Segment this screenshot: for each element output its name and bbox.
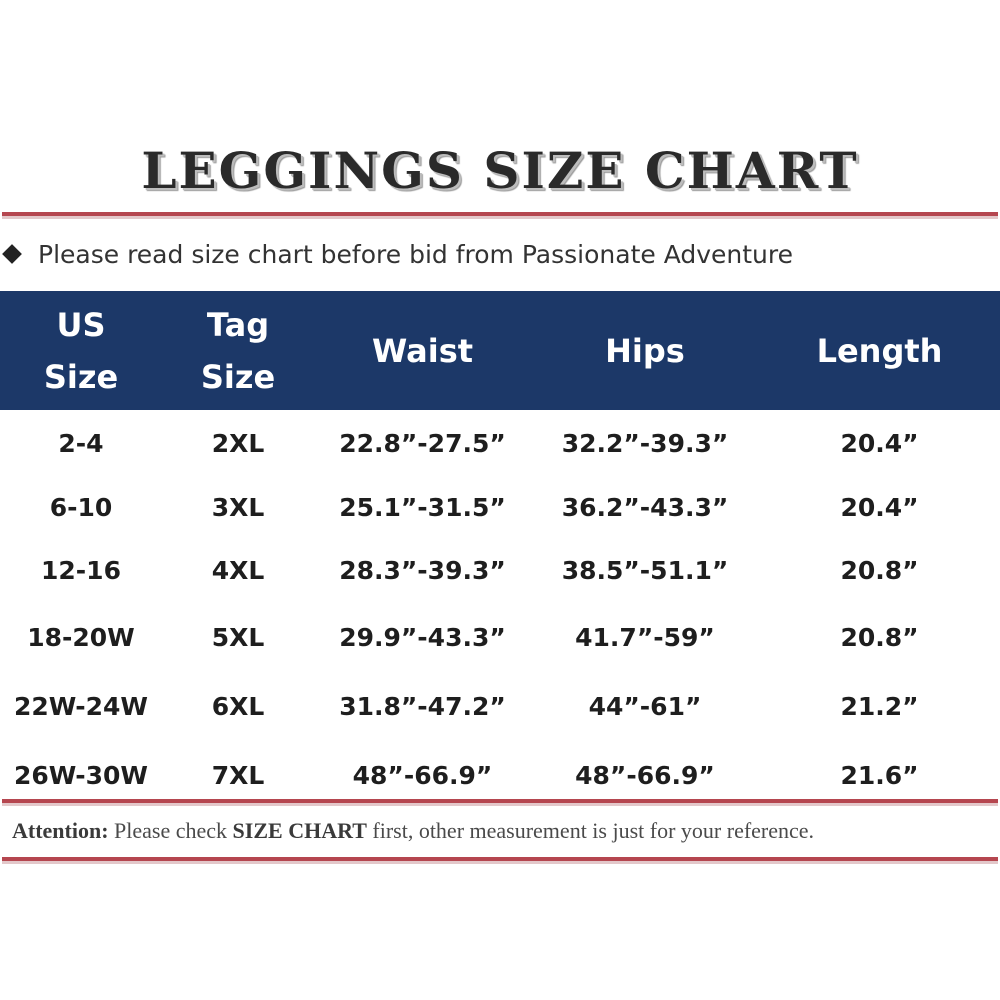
- cell-waist: 31.8”-47.2”: [339, 691, 506, 721]
- cell-hips: 44”-61”: [588, 691, 702, 721]
- table-row: [0, 602, 1000, 672]
- cell-hips: 41.7”-59”: [575, 622, 715, 652]
- cell-tag-size: 6XL: [211, 691, 265, 721]
- cell-waist: 29.9”-43.3”: [339, 622, 506, 652]
- top-divider: [2, 212, 998, 216]
- bottom-divider: [2, 857, 998, 861]
- header-us-size-line2: Size: [43, 357, 119, 396]
- header-tag-size-line1: Tag: [206, 305, 270, 344]
- cell-us-size: 12-16: [41, 555, 121, 585]
- cell-us-size: 26W-30W: [14, 760, 148, 790]
- header-us-size-line1: US: [56, 305, 106, 344]
- cell-us-size: 2-4: [58, 428, 104, 458]
- cell-waist: 28.3”-39.3”: [339, 555, 506, 585]
- attention-emphasis: SIZE CHART: [232, 818, 367, 843]
- chart-title: LEGGINGS SIZE CHART: [141, 141, 859, 200]
- cell-length: 20.4”: [840, 492, 919, 522]
- attention-text-1: Please check: [108, 818, 233, 843]
- size-note: [0, 234, 793, 274]
- diamond-bullet-icon: [2, 244, 22, 264]
- table-row: [0, 538, 1000, 602]
- cell-length: 21.6”: [840, 760, 919, 790]
- size-note-text: Please read size chart before bid from Passionate Adventure: [38, 239, 794, 269]
- cell-hips: 48”-66.9”: [575, 760, 715, 790]
- cell-length: 20.4”: [840, 428, 919, 458]
- attention-note: [12, 815, 992, 847]
- cell-length: 20.8”: [840, 622, 919, 652]
- table-row: [0, 672, 1000, 740]
- cell-hips: 38.5”-51.1”: [561, 555, 729, 585]
- cell-hips: 36.2”-43.3”: [561, 492, 729, 522]
- size-table: [0, 291, 1000, 810]
- cell-us-size: 18-20W: [27, 622, 135, 652]
- header-row: [0, 291, 1000, 410]
- cell-waist: 25.1”-31.5”: [339, 492, 506, 522]
- attention-text-2: first, other measurement is just for your reference.: [366, 818, 815, 843]
- header-tag-size: [162, 291, 314, 410]
- cell-tag-size: 5XL: [211, 622, 265, 652]
- cell-us-size: 22W-24W: [14, 691, 148, 721]
- header-waist: Waist: [314, 291, 531, 410]
- cell-us-size: 6-10: [49, 492, 113, 522]
- cell-tag-size: 2XL: [211, 428, 265, 458]
- header-us-size: [0, 291, 162, 410]
- cell-length: 21.2”: [840, 691, 919, 721]
- cell-tag-size: 7XL: [211, 760, 265, 790]
- table-row: [0, 410, 1000, 476]
- header-tag-size-line2: Size: [200, 357, 276, 396]
- cell-length: 20.8”: [840, 555, 919, 585]
- table-row: [0, 476, 1000, 538]
- cell-hips: 32.2”-39.3”: [561, 428, 729, 458]
- middle-divider: [2, 799, 998, 803]
- header-length: Length: [759, 291, 1000, 410]
- cell-tag-size: 3XL: [211, 492, 265, 522]
- cell-waist: 48”-66.9”: [352, 760, 493, 790]
- cell-waist: 22.8”-27.5”: [339, 428, 506, 458]
- header-hips: Hips: [531, 291, 759, 410]
- attention-label: Attention:: [12, 818, 109, 843]
- cell-tag-size: 4XL: [211, 555, 265, 585]
